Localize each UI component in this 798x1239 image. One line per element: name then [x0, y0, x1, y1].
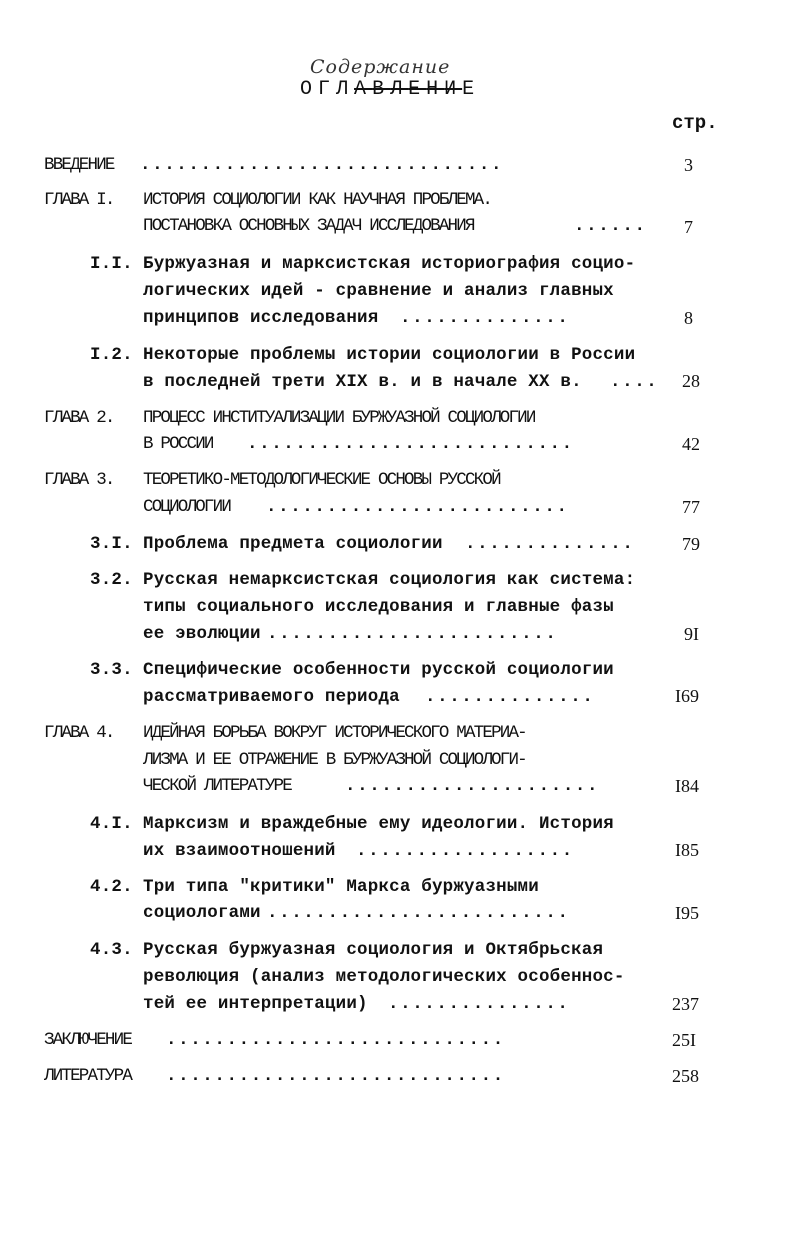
toc-entry-text: ее эволюции — [143, 624, 261, 644]
toc-entry-label: ВВЕДЕНИЕ — [44, 155, 114, 175]
toc-page-number: 9I — [684, 624, 699, 644]
toc-entry-text: типы социального исследования и главные фазы — [143, 597, 614, 617]
toc-page-number: 25I — [672, 1030, 696, 1050]
page-title — [300, 78, 480, 101]
toc-page-number: 42 — [682, 434, 700, 454]
toc-entry-label: 3.2. — [90, 570, 133, 590]
toc-entry-label: 3.I. — [90, 534, 133, 554]
page-column-label: стр. — [672, 112, 718, 134]
toc-dots: ........................ — [267, 624, 558, 644]
title-char: А — [354, 78, 373, 101]
toc-page-number: 3 — [684, 155, 693, 175]
toc-page-number: 79 — [682, 534, 700, 554]
toc-entry-text: Некоторые проблемы истории социологии в России — [143, 345, 636, 365]
title-char: В — [372, 78, 391, 101]
toc-dots: ......................... — [267, 903, 570, 923]
toc-entry-text: ПРОЦЕСС ИНСТИТУАЛИЗАЦИИ БУРЖУАЗНОЙ СОЦИОЛОГИИ — [143, 408, 535, 428]
toc-entry-label: I.2. — [90, 345, 133, 365]
title-char: Л — [390, 78, 409, 101]
toc-dots: ...... — [574, 216, 647, 236]
toc-entry-text: ПОСТАНОВКА ОСНОВНЫХ ЗАДАЧ ИССЛЕДОВАНИЯ — [143, 216, 474, 236]
toc-dots: .................. — [356, 841, 574, 861]
toc-entry-text: ТЕОРЕТИКО-МЕТОДОЛОГИЧЕСКИЕ ОСНОВЫ РУССКОЙ — [143, 470, 500, 490]
toc-entry-label: I.I. — [90, 254, 133, 274]
toc-page-number: 7 — [684, 217, 693, 237]
toc-entry-label: ГЛАВА I. — [44, 190, 114, 210]
toc-entry-text: их взаимоотношений — [143, 841, 336, 861]
toc-dots: .............. — [425, 687, 595, 707]
toc-entry-label: ГЛАВА 3. — [44, 470, 114, 490]
toc-entry-label: ГЛАВА 2. — [44, 408, 114, 428]
toc-entry-text: рассматриваемого периода — [143, 687, 400, 707]
toc-page-number: 28 — [682, 371, 700, 391]
title-char: Н — [426, 78, 445, 101]
title-char: Е — [408, 78, 427, 101]
title-char: И — [444, 78, 463, 101]
toc-dots: ........................... — [247, 434, 574, 454]
toc-entry-text: В РОССИИ — [143, 434, 213, 454]
title-char: Л — [336, 78, 355, 101]
toc-page-number: 77 — [682, 497, 700, 517]
toc-entry-label: 3.3. — [90, 660, 133, 680]
title-char: Е — [462, 78, 481, 101]
toc-entry-text: тей ее интерпретации) — [143, 994, 368, 1014]
title-char: О — [300, 78, 319, 101]
title-char: Г — [318, 78, 337, 101]
toc-entry-text: ИДЕЙНАЯ БОРЬБА ВОКРУГ ИСТОРИЧЕСКОГО МАТЕРИА- — [143, 723, 526, 743]
toc-dots: ............................ — [166, 1030, 505, 1050]
toc-dots: .............................. — [140, 155, 504, 175]
toc-entry-text: социологами — [143, 903, 261, 923]
toc-entry-text: революция (анализ методологических особеннос- — [143, 967, 625, 987]
toc-entry-label: 4.3. — [90, 940, 133, 960]
toc-entry-text: Три типа "критики" Маркса буржуазными — [143, 877, 539, 897]
toc-dots: ......................... — [266, 497, 569, 517]
toc-entry-label: ЗАКЛЮЧЕНИЕ — [44, 1030, 132, 1050]
toc-entry-text: СОЦИОЛОГИИ — [143, 497, 231, 517]
toc-entry-text: Русская немарксистская социология как система: — [143, 570, 636, 590]
toc-page-number: 8 — [684, 308, 693, 328]
toc-page-number: I95 — [675, 903, 699, 923]
toc-entry-text: ЧЕСКОЙ ЛИТЕРАТУРЕ — [143, 776, 291, 796]
toc-dots: ............... — [388, 994, 570, 1014]
toc-entry-text: Проблема предмета социологии — [143, 534, 443, 554]
toc-dots: .............. — [400, 308, 570, 328]
toc-entry-text: принципов исследования — [143, 308, 379, 328]
toc-page-number: 237 — [672, 994, 699, 1014]
toc-dots: .............. — [465, 534, 635, 554]
toc-page-number: I69 — [675, 686, 699, 706]
toc-page-number: I84 — [675, 776, 699, 796]
toc-entry-text: логических идей - сравнение и анализ главных — [143, 281, 614, 301]
toc-dots: ............................ — [166, 1066, 505, 1086]
toc-page-number: I85 — [675, 840, 699, 860]
handwritten-note: Содержание — [310, 56, 451, 78]
toc-entry-text: Буржуазная и марксистская историография социо- — [143, 254, 636, 274]
toc-entry-text: ИСТОРИЯ СОЦИОЛОГИИ КАК НАУЧНАЯ ПРОБЛЕМА. — [143, 190, 492, 210]
toc-dots: .... — [610, 372, 659, 392]
toc-entry-text: Марксизм и враждебные ему идеологии. История — [143, 814, 614, 834]
toc-entry-text: в последней трети XIX в. и в начале XX в. — [143, 372, 582, 392]
toc-page-number: 258 — [672, 1066, 699, 1086]
toc-dots: ..................... — [345, 776, 600, 796]
toc-entry-text: Русская буржуазная социология и Октябрьская — [143, 940, 604, 960]
toc-entry-text: ЛИЗМА И ЕЕ ОТРАЖЕНИЕ В БУРЖУАЗНОЙ СОЦИОЛОГИ- — [143, 750, 526, 770]
toc-entry-label: 4.I. — [90, 814, 133, 834]
toc-entry-text: Специфические особенности русской социологии — [143, 660, 614, 680]
toc-entry-label: ГЛАВА 4. — [44, 723, 114, 743]
toc-entry-label: ЛИТЕРАТУРА — [44, 1066, 132, 1086]
toc-entry-label: 4.2. — [90, 877, 133, 897]
